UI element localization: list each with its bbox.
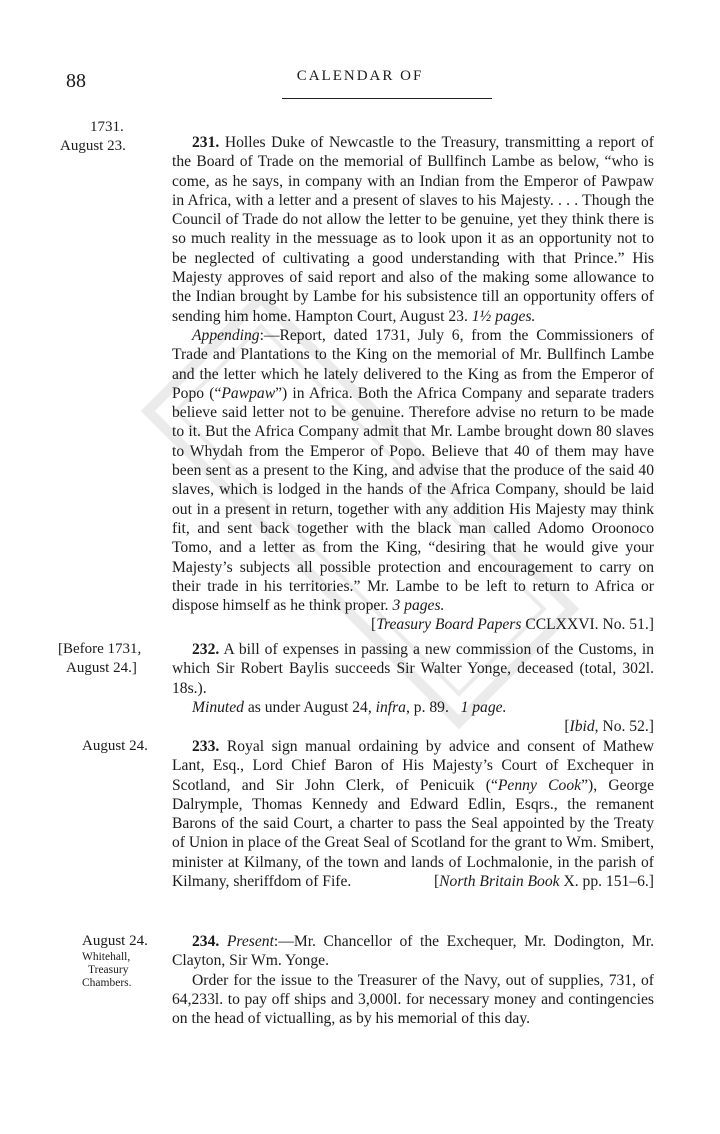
appending-text-b: ”) in Africa. Both the Africa Company and separate traders believe said letter not to be genuine. Therefore advise no return to be made to it. But the Africa Company admit that Mr. Lambe brought down 80 slaves to Whydah from the Emperor of Popo. Believe that 40 of them may have been sent as a present to the King, and advise that the produce of the said 40 slaves, which is lodged in the hands of the Africa Company, should be laid out in a present in return, together with any addition His Majesty may think fit, and sent back together with the black man called Adomo Oroonoco Tomo, and a letter as from the King, “desiring that he would give your Majesty’s subjects all possible protection and encouragement to carry on their trade in his territories.” Mr. Lambe to be left to return to Africa or dispose himself as he think proper. xyxy=(172,384,655,615)
minuted-label: Minuted xyxy=(192,698,244,716)
margin-date: August 23. xyxy=(60,138,126,154)
entry-233 xyxy=(172,737,654,892)
entry-234-order xyxy=(172,971,654,1029)
minuted-text: as under August 24, xyxy=(243,698,376,716)
appending-label: Appending xyxy=(192,326,260,344)
entry-pages: 1½ pages. xyxy=(471,307,536,325)
header-rule xyxy=(282,98,492,99)
margin-place1: Whitehall, xyxy=(82,951,131,963)
citation-rest: CCLXXVI. No. 51.] xyxy=(521,616,654,634)
infra-label: infra xyxy=(375,698,406,716)
entry-text-a: Royal sign manual ordaining by advice and consent of Mathew Lant, Esq., Lord Chief Baron of His Majesty’s Court of Exchequer in Scotland, and Sir John Clerk, of Penicuik (“ xyxy=(172,738,654,794)
margin-date: August 24. xyxy=(82,933,148,949)
citation-italic: Ibid xyxy=(569,718,595,736)
appending-text-a: :—Report, dated 1731, July 6, from the Commissioners of Trade and Plantations to the King on the memorial of Mr. Bullfinch Lambe and the letter which he lately delivered to the King as from the Emperor of Popo (“ xyxy=(172,326,654,402)
entry-number: 232. xyxy=(192,641,220,658)
entry-text: Holles Duke of Newcastle to the Treasury, transmitting a report of the Board of Trade on the memorial of Bullfinch Lambe as below, “who is come, as he says, in company with an Indian from the Emperor of Pawpaw in Africa, with a letter and a present of slaves to his Majesty. . . . Though the Council of Trade do not allow the letter to be genuine, yet they think there is so much reality in the messuage as to look upon it as an opportunity not to be neglected of cultivating a good understanding with that Prince.” His Majesty approves of said report and also of the making some allowance to the Indian brought by Lambe for his subsistence till an opportunity offers of sending him home. Hampton Court, August 23. xyxy=(172,134,654,325)
entry-number: 231. xyxy=(192,134,220,151)
page-number: 88 xyxy=(66,70,86,92)
entry-231-body xyxy=(172,133,654,326)
entry-232-citation: [Ibid, No. 52.] xyxy=(564,718,654,736)
entry-231-margin xyxy=(60,118,168,156)
entry-text-a: :—Mr. Chancellor of the Exchequer, Mr. Dodington, Mr. Clayton, Sir Wm. Yonge. xyxy=(172,933,654,970)
appending-italic: Pawpaw xyxy=(221,384,276,402)
entry-232-margin xyxy=(58,640,166,678)
entry-234-present xyxy=(172,932,654,971)
margin-line2: August 24.] xyxy=(66,660,137,676)
present-label: Present xyxy=(226,933,274,950)
entry-text-b: ”), George Dalrymple, Thomas Kennedy and Edward Edlin, Esqrs., the remanent Barons of the said Court, a charter to pass the Seal appointed by the Treaty of Union in place of the Great Seal of Scotland for the grant to Wm. Smibert, minister at Kilmany, of the town and lands of Lochmalonie, in the parish of Kilmany, sheriffdom of Fife. xyxy=(172,776,654,891)
margin-line1: [Before 1731, xyxy=(58,641,142,657)
entry-233-citation: [North Britain Book X. pp. 151–6.] xyxy=(433,873,654,891)
margin-date: August 24. xyxy=(82,738,148,754)
entry-232-minuted xyxy=(172,698,654,717)
entry-italic: Penny Cook xyxy=(497,776,582,794)
entry-number: 233. xyxy=(192,738,220,755)
entry-231-citation: [Treasury Board Papers CCLXXVI. No. 51.] xyxy=(370,616,654,634)
entry-pages: 1 page. xyxy=(460,698,507,716)
citation-rest: , No. 52.] xyxy=(594,718,654,736)
citation-rest: X. pp. 151–6.] xyxy=(559,873,654,891)
entry-231 xyxy=(172,133,654,635)
margin-place2: Treasury xyxy=(88,964,129,976)
citation-italic: North Britain Book xyxy=(439,873,560,891)
entry-text-b: Order for the issue to the Treasurer of the Navy, out of supplies, 731, of 64,233l. to pay off ships and 3,000l. for necessary money and contingencies on the head of victualling, as by his memorial of this day. xyxy=(172,971,654,1028)
margin-year: 1731. xyxy=(90,119,124,135)
entry-text: A bill of expenses in passing a new commission of the Customs, in which Sir Robert Baylis succeeds Sir Walter Yonge, deceased (total, 302l. 18s.). xyxy=(172,641,654,697)
entry-231-appending xyxy=(172,326,654,615)
entry-232-body xyxy=(172,640,654,698)
entry-234 xyxy=(172,932,654,1028)
entry-233-body xyxy=(172,737,654,891)
running-head: CALENDAR OF xyxy=(296,68,424,84)
citation-italic: Treasury Board Papers xyxy=(376,616,522,634)
appending-pages: 3 pages. xyxy=(392,597,445,615)
minuted-tail: , p. 89. xyxy=(405,698,449,716)
entry-number: 234. xyxy=(192,933,220,950)
margin-place3: Chambers. xyxy=(82,977,132,989)
entry-232 xyxy=(172,640,654,736)
